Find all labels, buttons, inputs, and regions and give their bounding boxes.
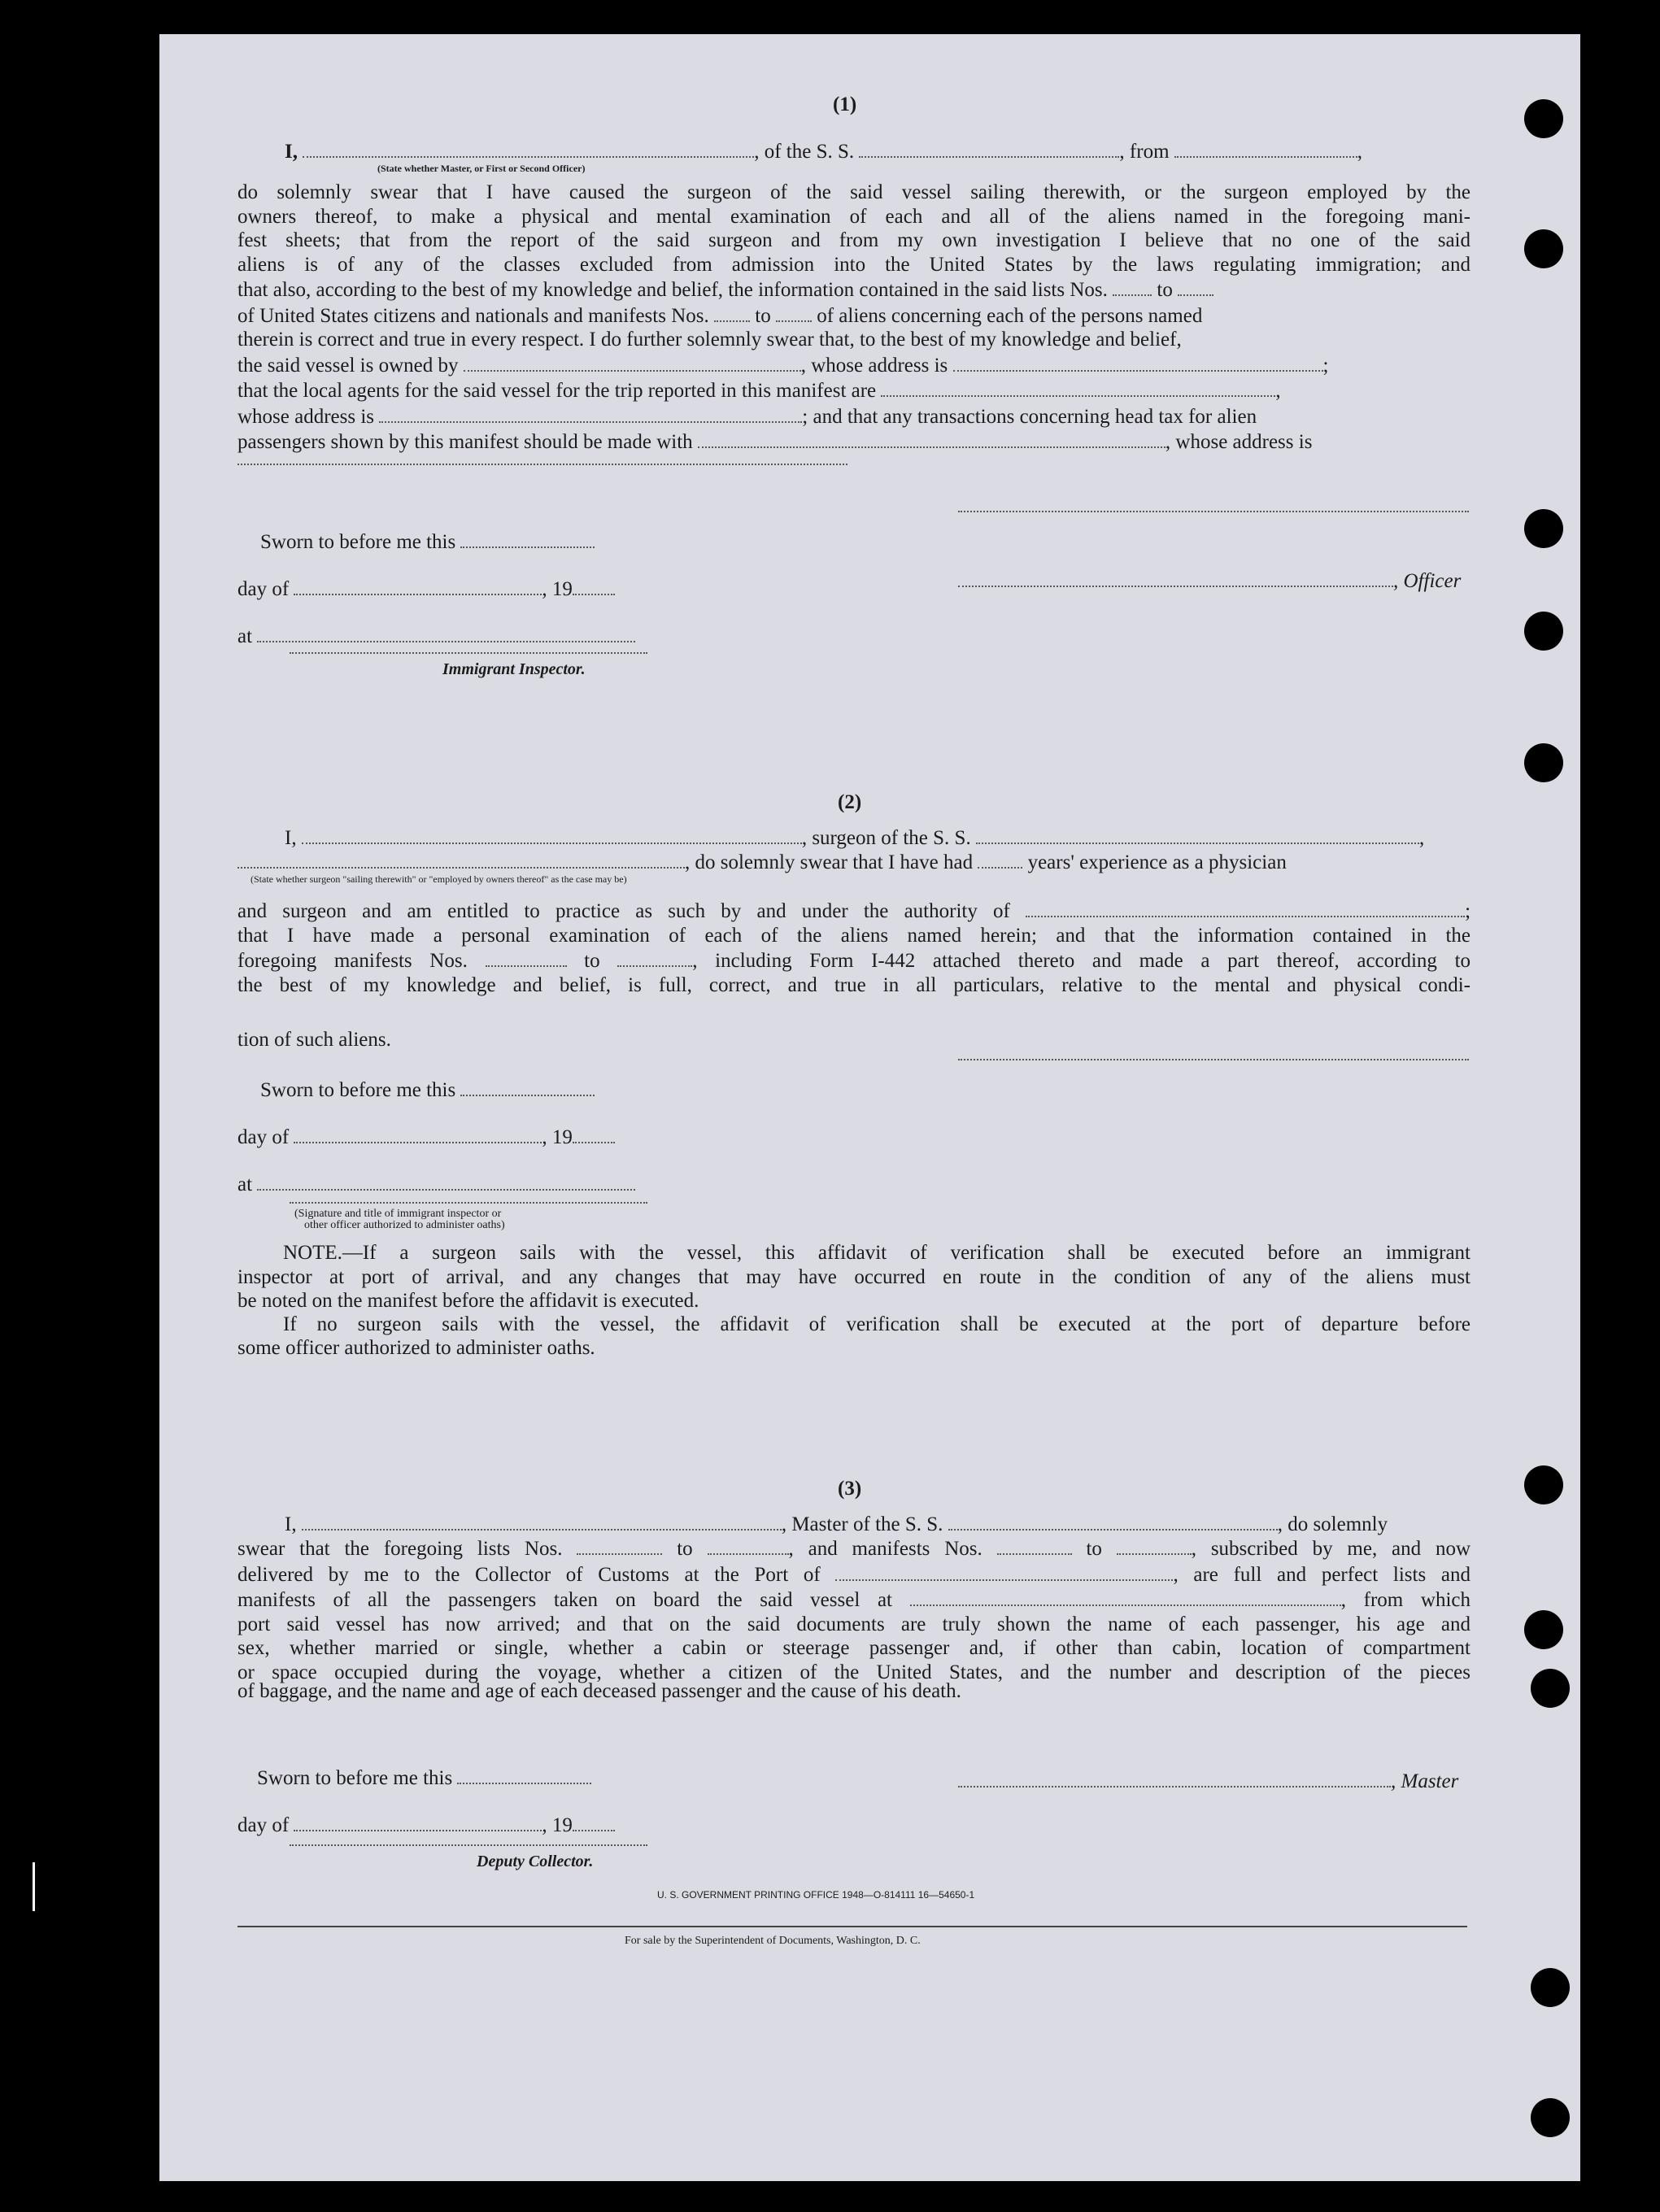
vessel-field[interactable] bbox=[859, 138, 1119, 158]
owner-address-field[interactable] bbox=[953, 352, 1323, 372]
master-name-field[interactable] bbox=[302, 1511, 782, 1531]
place-field[interactable] bbox=[257, 1171, 635, 1191]
margin-mark bbox=[33, 1862, 35, 1911]
punch-hole bbox=[1531, 2098, 1570, 2137]
manifest-from-field[interactable] bbox=[714, 303, 750, 322]
date-line: day of , 19 bbox=[237, 576, 615, 602]
officer-signature-field[interactable] bbox=[958, 568, 1393, 587]
master-paragraph-end: of baggage, and the name and age of each deceased passenger and the cause of his death. bbox=[237, 1680, 961, 1702]
month-field[interactable] bbox=[294, 1124, 542, 1143]
surgeon-paragraph-end: tion of such aliens. bbox=[237, 1029, 391, 1051]
owner-field[interactable] bbox=[464, 352, 801, 372]
inspector-signature[interactable] bbox=[290, 1202, 647, 1204]
headtax-field[interactable] bbox=[698, 429, 1165, 448]
sale-line: For sale by the Superintendent of Documents, Washington, D. C. bbox=[625, 1935, 921, 1947]
sworn-line: Sworn to before me this bbox=[257, 1765, 591, 1791]
note-paragraph: NOTE.—If a surgeon sails with the vessel, this affidavit of verification shall be executed before an immigrant inspector at port of arrival, and any changes that may have occurred en route in the condition of any of the aliens must bbox=[237, 1242, 1470, 1288]
master-paragraph: swear that the foregoing lists Nos. to , and manifests Nos. to , subscribed by me, and now delivered by me to the Collector of Customs at the Port of , are full and perfect lists and manifests of all the passengers taken on board the said vessel at , from which port said vessel has now arrived; and that on the said documents are truly shown the name of each passenger, his age and sex, whether married or single, whether a cabin or steerage passenger and, if other than cabin, location of compartment or space occupied during the voyage, whether a citizen of the United States, and the number and description of the pieces bbox=[237, 1535, 1470, 1684]
punch-hole bbox=[1524, 229, 1563, 268]
place-line: at bbox=[237, 623, 635, 649]
month-field[interactable] bbox=[294, 1812, 542, 1831]
inspector-signature[interactable] bbox=[290, 652, 647, 654]
sworn-day-field[interactable] bbox=[460, 1077, 595, 1096]
surgeon-status-field[interactable] bbox=[237, 849, 685, 869]
lists-to-field[interactable] bbox=[708, 1535, 789, 1555]
place-line: at bbox=[237, 1171, 635, 1197]
authority-field[interactable] bbox=[1026, 898, 1465, 917]
surgeon-line: I, , surgeon of the S. S. , bbox=[285, 825, 1424, 851]
master-signature-line: , Master bbox=[958, 1768, 1458, 1794]
punch-hole bbox=[1531, 1968, 1570, 2007]
collector-signature[interactable] bbox=[290, 1844, 647, 1846]
lists-from-field[interactable] bbox=[577, 1535, 662, 1555]
port-field[interactable] bbox=[835, 1561, 1173, 1581]
agents-field[interactable] bbox=[881, 377, 1275, 397]
signature-caption: other officer authorized to administer oaths) bbox=[304, 1219, 505, 1231]
master-signature-field[interactable] bbox=[958, 1768, 1391, 1787]
sworn-day-field[interactable] bbox=[457, 1765, 591, 1784]
list-to-field[interactable] bbox=[1178, 276, 1213, 296]
surgeon-line-2: , do solemnly swear that I have had years' experience as a physician bbox=[237, 849, 1287, 875]
year-field[interactable] bbox=[573, 1124, 615, 1143]
surgeon-paragraph: and surgeon and am entitled to practice as such by and under the authority of ; that I have made a personal examination of each of the aliens named herein; and that the information contained in the foregoing manifests Nos. to , including Form I-442 attached thereto and made a part thereof, according to the best of my knowledge and belief, is full, correct, and true in all particulars, relative to the mental and physical condi- bbox=[237, 898, 1470, 997]
manifests-to-field[interactable] bbox=[1117, 1535, 1192, 1555]
sworn-line: Sworn to before me this bbox=[260, 1077, 595, 1103]
oath-line: I, , of the S. S. , from , bbox=[285, 138, 1362, 164]
printing-office-line: U. S. GOVERNMENT PRINTING OFFICE 1948—O-814111 16—54650-1 bbox=[657, 1889, 975, 1901]
date-line: day of , 19 bbox=[237, 1812, 615, 1838]
manifest-to-field[interactable] bbox=[617, 947, 692, 967]
collector-label: Deputy Collector. bbox=[477, 1853, 594, 1870]
year-field[interactable] bbox=[573, 576, 615, 595]
officer-line: , Officer bbox=[958, 568, 1461, 594]
surgeon-name-field[interactable] bbox=[302, 825, 802, 844]
punch-hole bbox=[1524, 1610, 1563, 1649]
manifest-to-field[interactable] bbox=[776, 303, 812, 322]
surgeon-signature[interactable] bbox=[958, 1059, 1469, 1060]
manifest-from-field[interactable] bbox=[486, 947, 567, 967]
punch-hole bbox=[1524, 743, 1563, 782]
punch-hole bbox=[1524, 99, 1563, 138]
sworn-line: Sworn to before me this bbox=[260, 529, 595, 555]
sworn-day-field[interactable] bbox=[460, 529, 595, 548]
footer-divider bbox=[237, 1926, 1467, 1927]
date-line: day of , 19 bbox=[237, 1124, 615, 1150]
boarding-port-field[interactable] bbox=[910, 1587, 1341, 1606]
manifests-from-field[interactable] bbox=[997, 1535, 1072, 1555]
port-field[interactable] bbox=[1174, 138, 1357, 158]
section-number: (2) bbox=[838, 791, 862, 813]
agents-address-field[interactable] bbox=[379, 403, 802, 423]
list-from-field[interactable] bbox=[1113, 276, 1152, 296]
month-field[interactable] bbox=[294, 576, 542, 595]
oath-paragraph-cont: that also, according to the best of my knowledge and belief, the information contained in the said lists Nos. to of United States citizens and nationals and manifests Nos. to of aliens concerning each of the persons named therein is correct and true in every respect. I do further solemnly swear that, to the best of my knowledge and belief, the said vessel is owned by , whose address is ; that the local agents for the said vessel for the trip reported in this manifest are , whose address is ; and that any transactions concerning head tax for alien passengers shown by this manifest should be made with , whose address is bbox=[237, 276, 1470, 455]
master-vessel-field[interactable] bbox=[948, 1511, 1278, 1531]
section-number: (1) bbox=[833, 94, 857, 115]
punch-hole bbox=[1531, 1669, 1570, 1708]
officer-signature-1[interactable] bbox=[958, 511, 1469, 512]
note-text: some officer authorized to administer oaths. bbox=[237, 1337, 595, 1359]
note-paragraph-2: If no surgeon sails with the vessel, the affidavit of verification shall be executed at the port of departure before bbox=[283, 1313, 1470, 1335]
form-page bbox=[159, 34, 1580, 2181]
place-field[interactable] bbox=[257, 623, 635, 642]
punch-hole bbox=[1524, 612, 1563, 651]
punch-hole bbox=[1524, 509, 1563, 548]
field-caption: (State whether Master, or First or Second Officer) bbox=[377, 163, 586, 174]
surgeon-vessel-field[interactable] bbox=[976, 825, 1419, 844]
address-field[interactable] bbox=[237, 464, 847, 465]
oath-paragraph: do solemnly swear that I have caused the surgeon of the said vessel sailing therewith, or the surgeon employed by the owners thereof, to make a physical and mental examination of each and all of the aliens named in the foregoing mani- fest sheets; that from the report of the said surgeon and from my own investigation I believe that no one of the said aliens is of any of the classes excluded from admission into the United States by the laws regulating immigration; and bbox=[237, 181, 1470, 276]
note-text: be noted on the manifest before the affidavit is executed. bbox=[237, 1290, 699, 1312]
punch-hole bbox=[1524, 1465, 1563, 1504]
field-caption: (State whether surgeon "sailing therewith" or "employed by owners thereof" as the case may be) bbox=[251, 873, 627, 885]
name-field[interactable] bbox=[303, 138, 754, 158]
section-number: (3) bbox=[838, 1478, 862, 1500]
master-line: I, , Master of the S. S. , do solemnly bbox=[285, 1511, 1388, 1537]
years-field[interactable] bbox=[978, 849, 1022, 869]
year-field[interactable] bbox=[573, 1812, 615, 1831]
inspector-label: Immigrant Inspector. bbox=[442, 660, 586, 678]
signature-caption: (Signature and title of immigrant inspector or bbox=[294, 1208, 502, 1220]
